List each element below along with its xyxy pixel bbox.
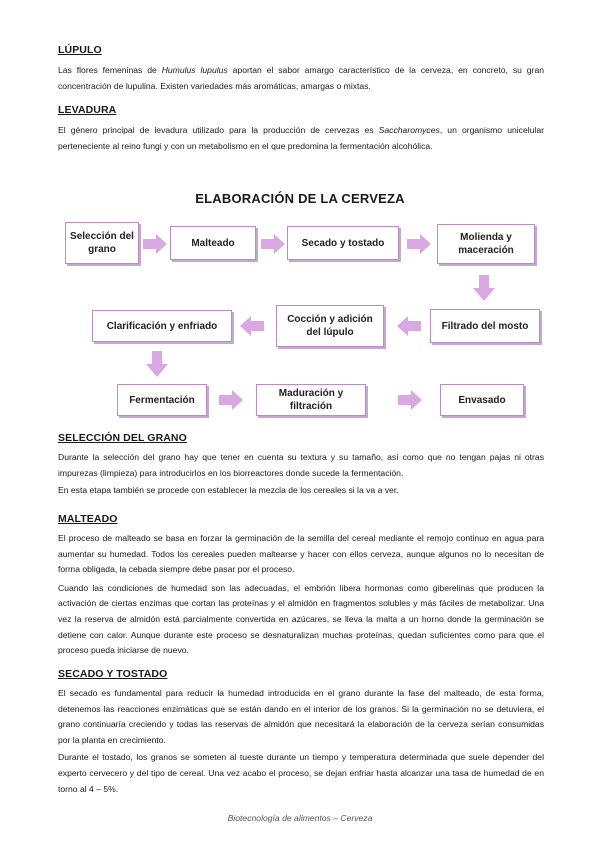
flow-step-maduracion: Maduración y filtración xyxy=(256,384,366,416)
paragraph-seleccion-2: En esta etapa también se procede con establecer la mezcla de los cereales si la va a ver. xyxy=(58,485,399,496)
arrow-right-icon xyxy=(219,390,244,410)
paragraph-levadura xyxy=(58,123,544,154)
paragraph-secado-2: Durante el tostado, los granos se someten al tueste durante un tiempo y temperatura determinada que suele depender del experto cervecero y del tipo de cereal. Una vez acabo el proceso, se dejan enfriar hasta alcanzar una tasa de humedad de en torno al 4 – 5%. xyxy=(58,752,544,794)
flow-step-secado: Secado y tostado xyxy=(287,226,399,260)
flow-step-fermentacion: Fermentación xyxy=(117,384,207,416)
section-levadura xyxy=(58,104,544,154)
flow-step-seleccion: Selección del grano xyxy=(65,222,139,264)
flow-step-envasado: Envasado xyxy=(440,384,524,416)
lupulo-species: Humulus lupulus xyxy=(161,65,228,75)
heading-secado: SECADO Y TOSTADO xyxy=(58,668,168,680)
paragraph-lupulo xyxy=(58,63,544,94)
paragraph-seleccion-1: Durante la selección del grano hay que tener en cuenta su textura y su tamaño, así como que no tengan pajas ni otras impurezas (limpieza) para introducirlos en los biorreactores donde sucede la fermentación. xyxy=(58,452,544,478)
paragraph-secado-1: El secado es fundamental para reducir la humedad introducida en el grano durante la fase del malteado, de esta forma, detenemos las reacciones enzimáticas que se están dando en el interior de los granos. Si la germinación no se detuviera, el grano continuaría creciendo y todas las reservas de almidón que necesitará la elaboración de la cerveza serían consumidas por la planta en crecimiento. xyxy=(58,688,544,745)
heading-malteado: MALTEADO xyxy=(58,513,118,525)
flow-step-molienda: Molienda y maceración xyxy=(437,224,535,264)
arrow-right-icon xyxy=(261,234,286,254)
arrow-left-icon xyxy=(240,316,265,336)
flow-step-malteado: Malteado xyxy=(170,226,256,260)
section-lupulo xyxy=(58,44,544,94)
section-secado xyxy=(58,668,544,797)
flow-step-clarificacion: Clarificación y enfriado xyxy=(92,310,232,342)
section-malteado xyxy=(58,513,544,659)
flow-step-coccion: Cocción y adición del lúpulo xyxy=(276,305,384,347)
flow-step-filtrado: Filtrado del mosto xyxy=(430,309,540,343)
heading-lupulo: LÚPULO xyxy=(58,44,102,56)
lupulo-text-after: aportan el sabor amargo característico de la cerveza, en concreto, su gran concentración de lupulina. Existen variedades más aromáticas, amargas o mixtas. xyxy=(58,65,544,91)
arrow-right-icon xyxy=(407,234,432,254)
section-seleccion xyxy=(58,432,544,499)
levadura-text-before: El género principal de levadura utilizado para la producción de cervezas es xyxy=(58,125,379,135)
flow-title: ELABORACIÓN DE LA CERVEZA xyxy=(195,191,405,206)
arrow-right-icon xyxy=(398,390,423,410)
paragraph-malteado-2: Cuando las condiciones de humedad son las adecuadas, el embrión libera hormonas como giberelinas que producen la activación de ciertas enzimas que cortan las proteínas y el almidón en fragmentos solubles y más fáciles de metabolizar. Una vez la reserva de almidón está parcialmente convertida en azúcares, se lleva la malta a un horno donde la germinación se detiene con calor. Aunque durante este proceso se desnaturalizan muchas proteínas, quedan suficientes como para que el proceso pueda iniciarse de nuevo. xyxy=(58,582,544,656)
heading-seleccion: SELECCIÓN DEL GRANO xyxy=(58,432,187,444)
arrow-left-icon xyxy=(397,316,422,336)
arrow-down-icon xyxy=(473,275,495,301)
levadura-text-after: , un organismo unicelular perteneciente al reino fungi y con un metabolismo en el que predomina la fermentación alcohólica. xyxy=(58,125,544,151)
arrow-down-icon xyxy=(146,351,168,377)
levadura-genus: Saccharomyces xyxy=(378,125,440,135)
paragraph-malteado-1: El proceso de malteado se basa en forzar la germinación de la semilla del cereal mediante el remojo continuo en agua para aumentar su humedad. Todos los cereales pueden maltearse y hacer con ellos cerveza, aunque algunos no lo necesitan de forma obligada, la cebada siempre debe pasar por el proceso. xyxy=(58,533,544,575)
page-footer: Biotecnología de alimentos – Cerveza xyxy=(227,813,373,823)
lupulo-text-before: Las flores femeninas de xyxy=(58,65,162,75)
heading-levadura: LEVADURA xyxy=(58,104,117,116)
arrow-right-icon xyxy=(143,234,168,254)
